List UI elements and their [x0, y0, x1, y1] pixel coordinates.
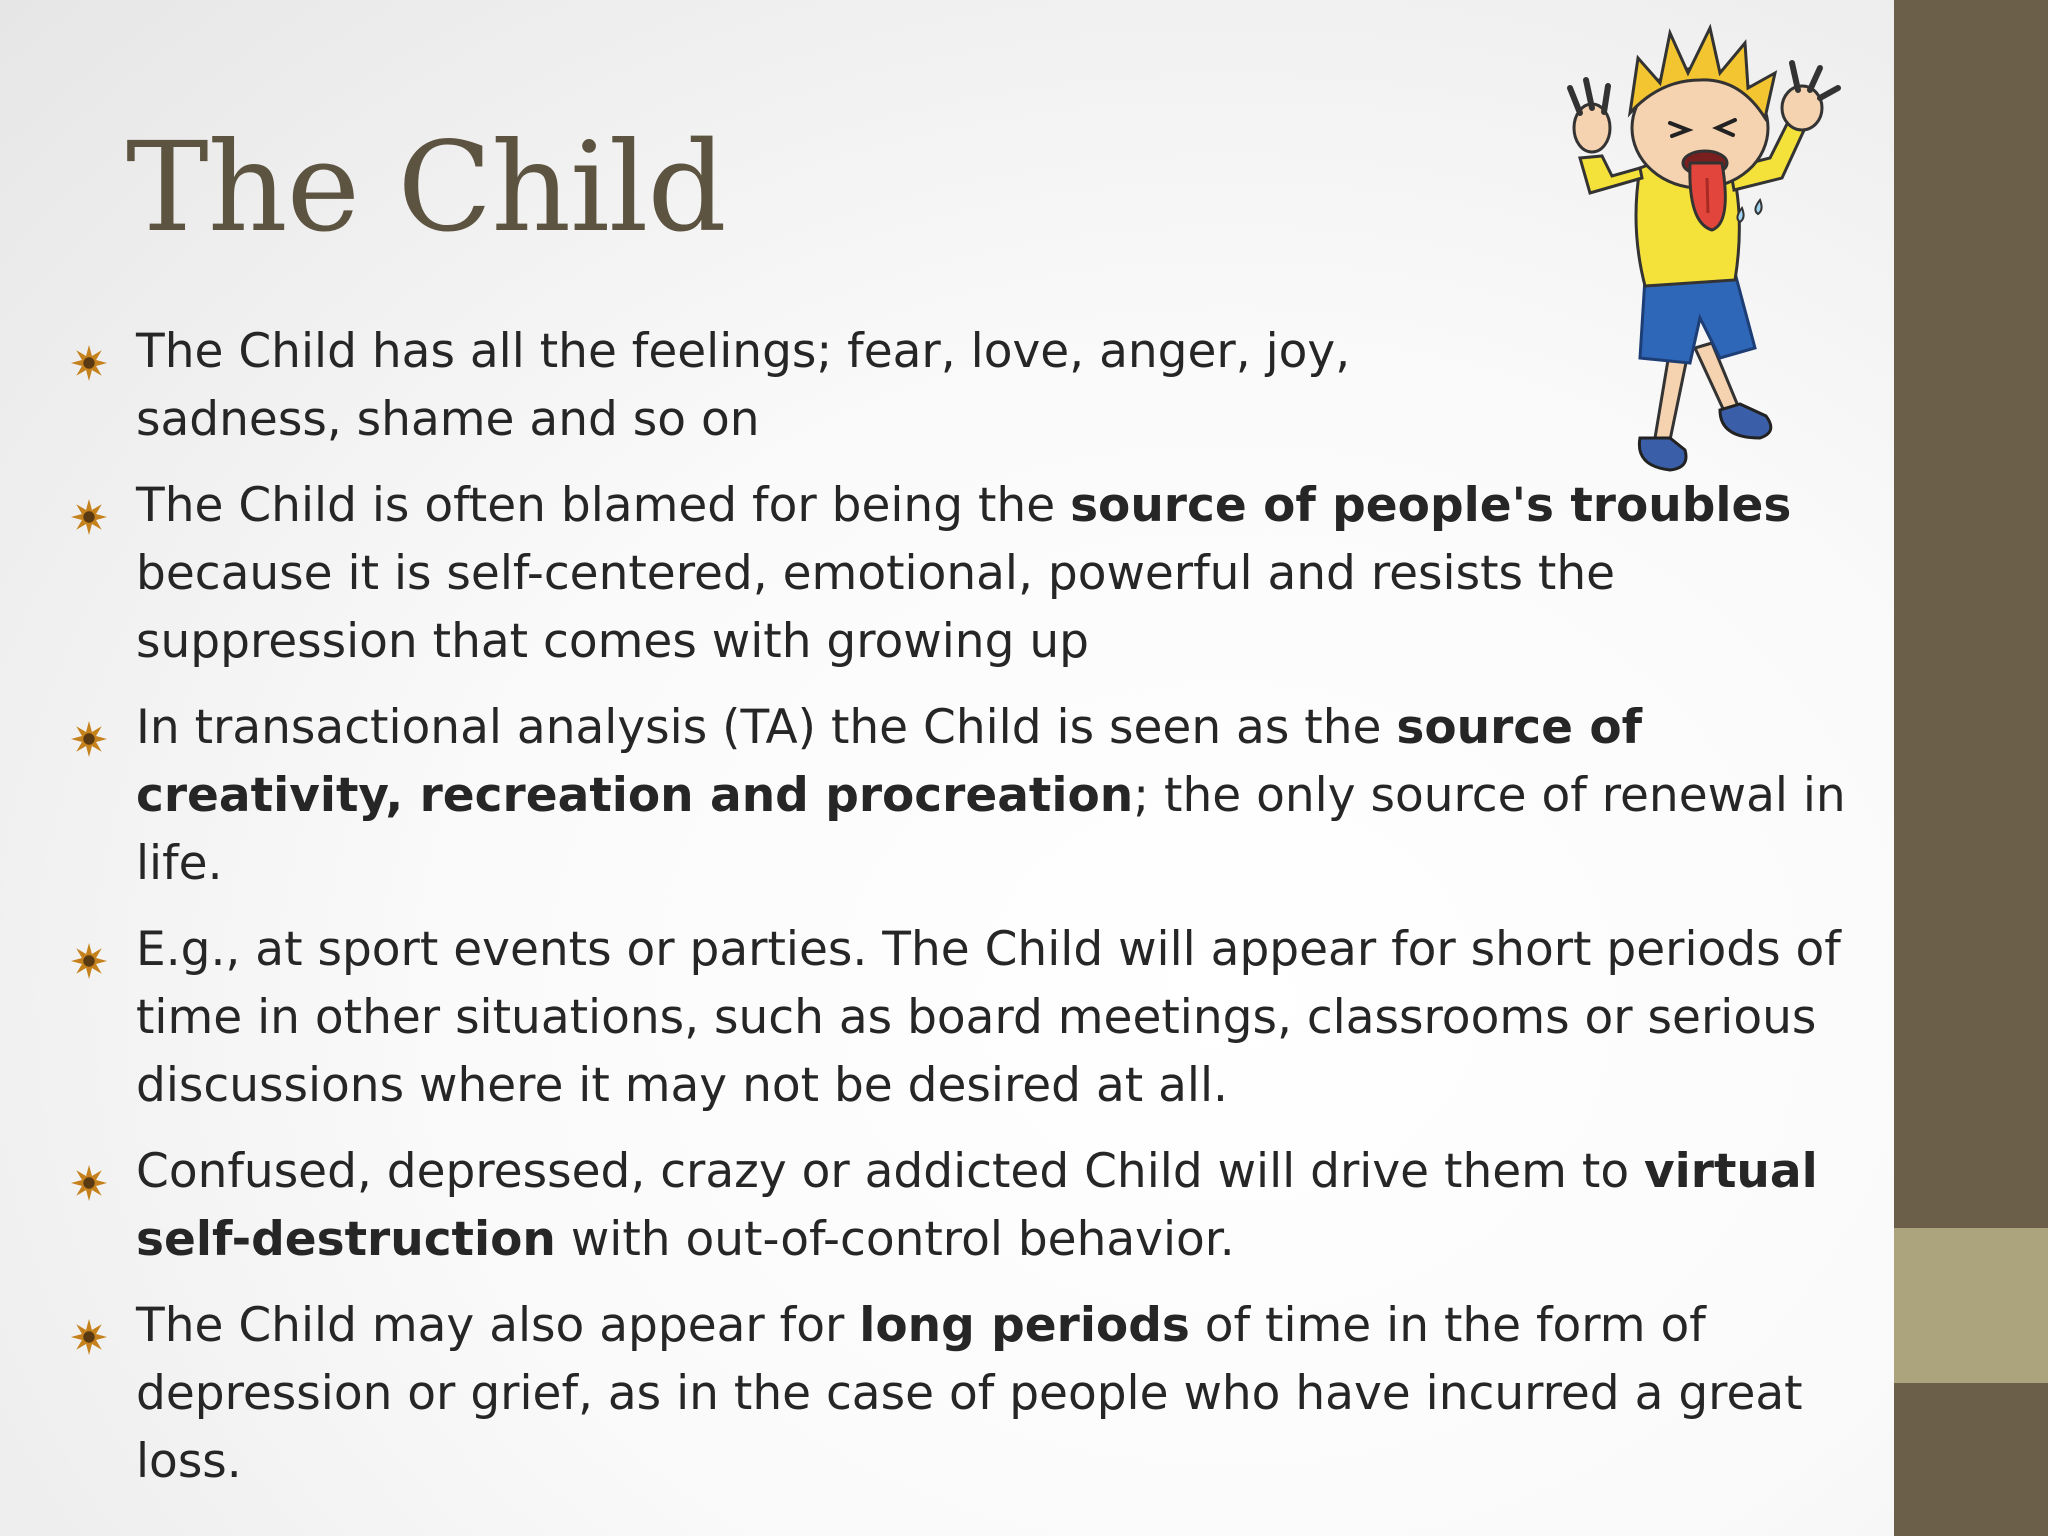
bullet-segment: ; the only source of renewal in life. — [136, 768, 1846, 891]
cartoon-boy-illustration — [1520, 18, 1850, 478]
bullet-segment: The Child has all the feelings; fear, love, anger, joy, sadness, shame and so on — [136, 324, 1351, 447]
bullet-emphasis: long periods — [859, 1298, 1190, 1353]
bullet-segment: In transactional analysis (TA) the Child is seen as the — [136, 700, 1397, 755]
sidebar-accent-band — [1894, 1228, 2048, 1383]
bullet-emphasis: source of creativity, recreation and procreation — [136, 700, 1643, 823]
bullet-item — [70, 694, 1896, 898]
bullet-list — [70, 318, 1870, 1514]
starburst-bullet-icon — [70, 1307, 108, 1345]
bullet-item — [70, 1138, 1896, 1274]
bullet-text — [136, 478, 1791, 669]
bullet-emphasis: virtual self-destruction — [136, 1144, 1818, 1267]
bullet-segment: of time in the form of depression or grief, as in the case of people who have incurred a great loss. — [136, 1298, 1803, 1489]
starburst-bullet-icon — [70, 333, 108, 371]
bullet-item — [70, 472, 1896, 676]
starburst-bullet-icon — [70, 709, 108, 747]
bullet-text — [136, 324, 1350, 447]
slide-title: The Child — [126, 116, 726, 260]
bullet-segment: The Child may also appear for — [136, 1298, 860, 1353]
bullet-segment: E.g., at sport events or parties. The Child will appear for short periods of time in other situations, such as board meetings, classrooms or serious discussions where it may not be desired at all. — [136, 922, 1841, 1113]
bullet-item — [70, 318, 1356, 454]
bullet-text — [136, 1298, 1803, 1489]
bullet-item — [70, 916, 1896, 1120]
starburst-bullet-icon — [70, 487, 108, 525]
bullet-text — [136, 700, 1846, 891]
bullet-segment: Confused, depressed, crazy or addicted Child will drive them to — [136, 1144, 1645, 1199]
bullet-segment: with out-of-control behavior. — [555, 1212, 1235, 1267]
bullet-segment: because it is self-centered, emotional, powerful and resists the suppression that comes with growing up — [136, 546, 1616, 669]
bullet-segment: The Child is often blamed for being the — [136, 478, 1071, 533]
sidebar-accent — [1894, 0, 2048, 1536]
bullet-text — [136, 922, 1841, 1113]
bullet-text — [136, 1144, 1818, 1267]
starburst-bullet-icon — [70, 931, 108, 969]
starburst-bullet-icon — [70, 1153, 108, 1191]
bullet-emphasis: source of people's troubles — [1070, 478, 1792, 533]
bullet-item — [70, 1292, 1896, 1496]
